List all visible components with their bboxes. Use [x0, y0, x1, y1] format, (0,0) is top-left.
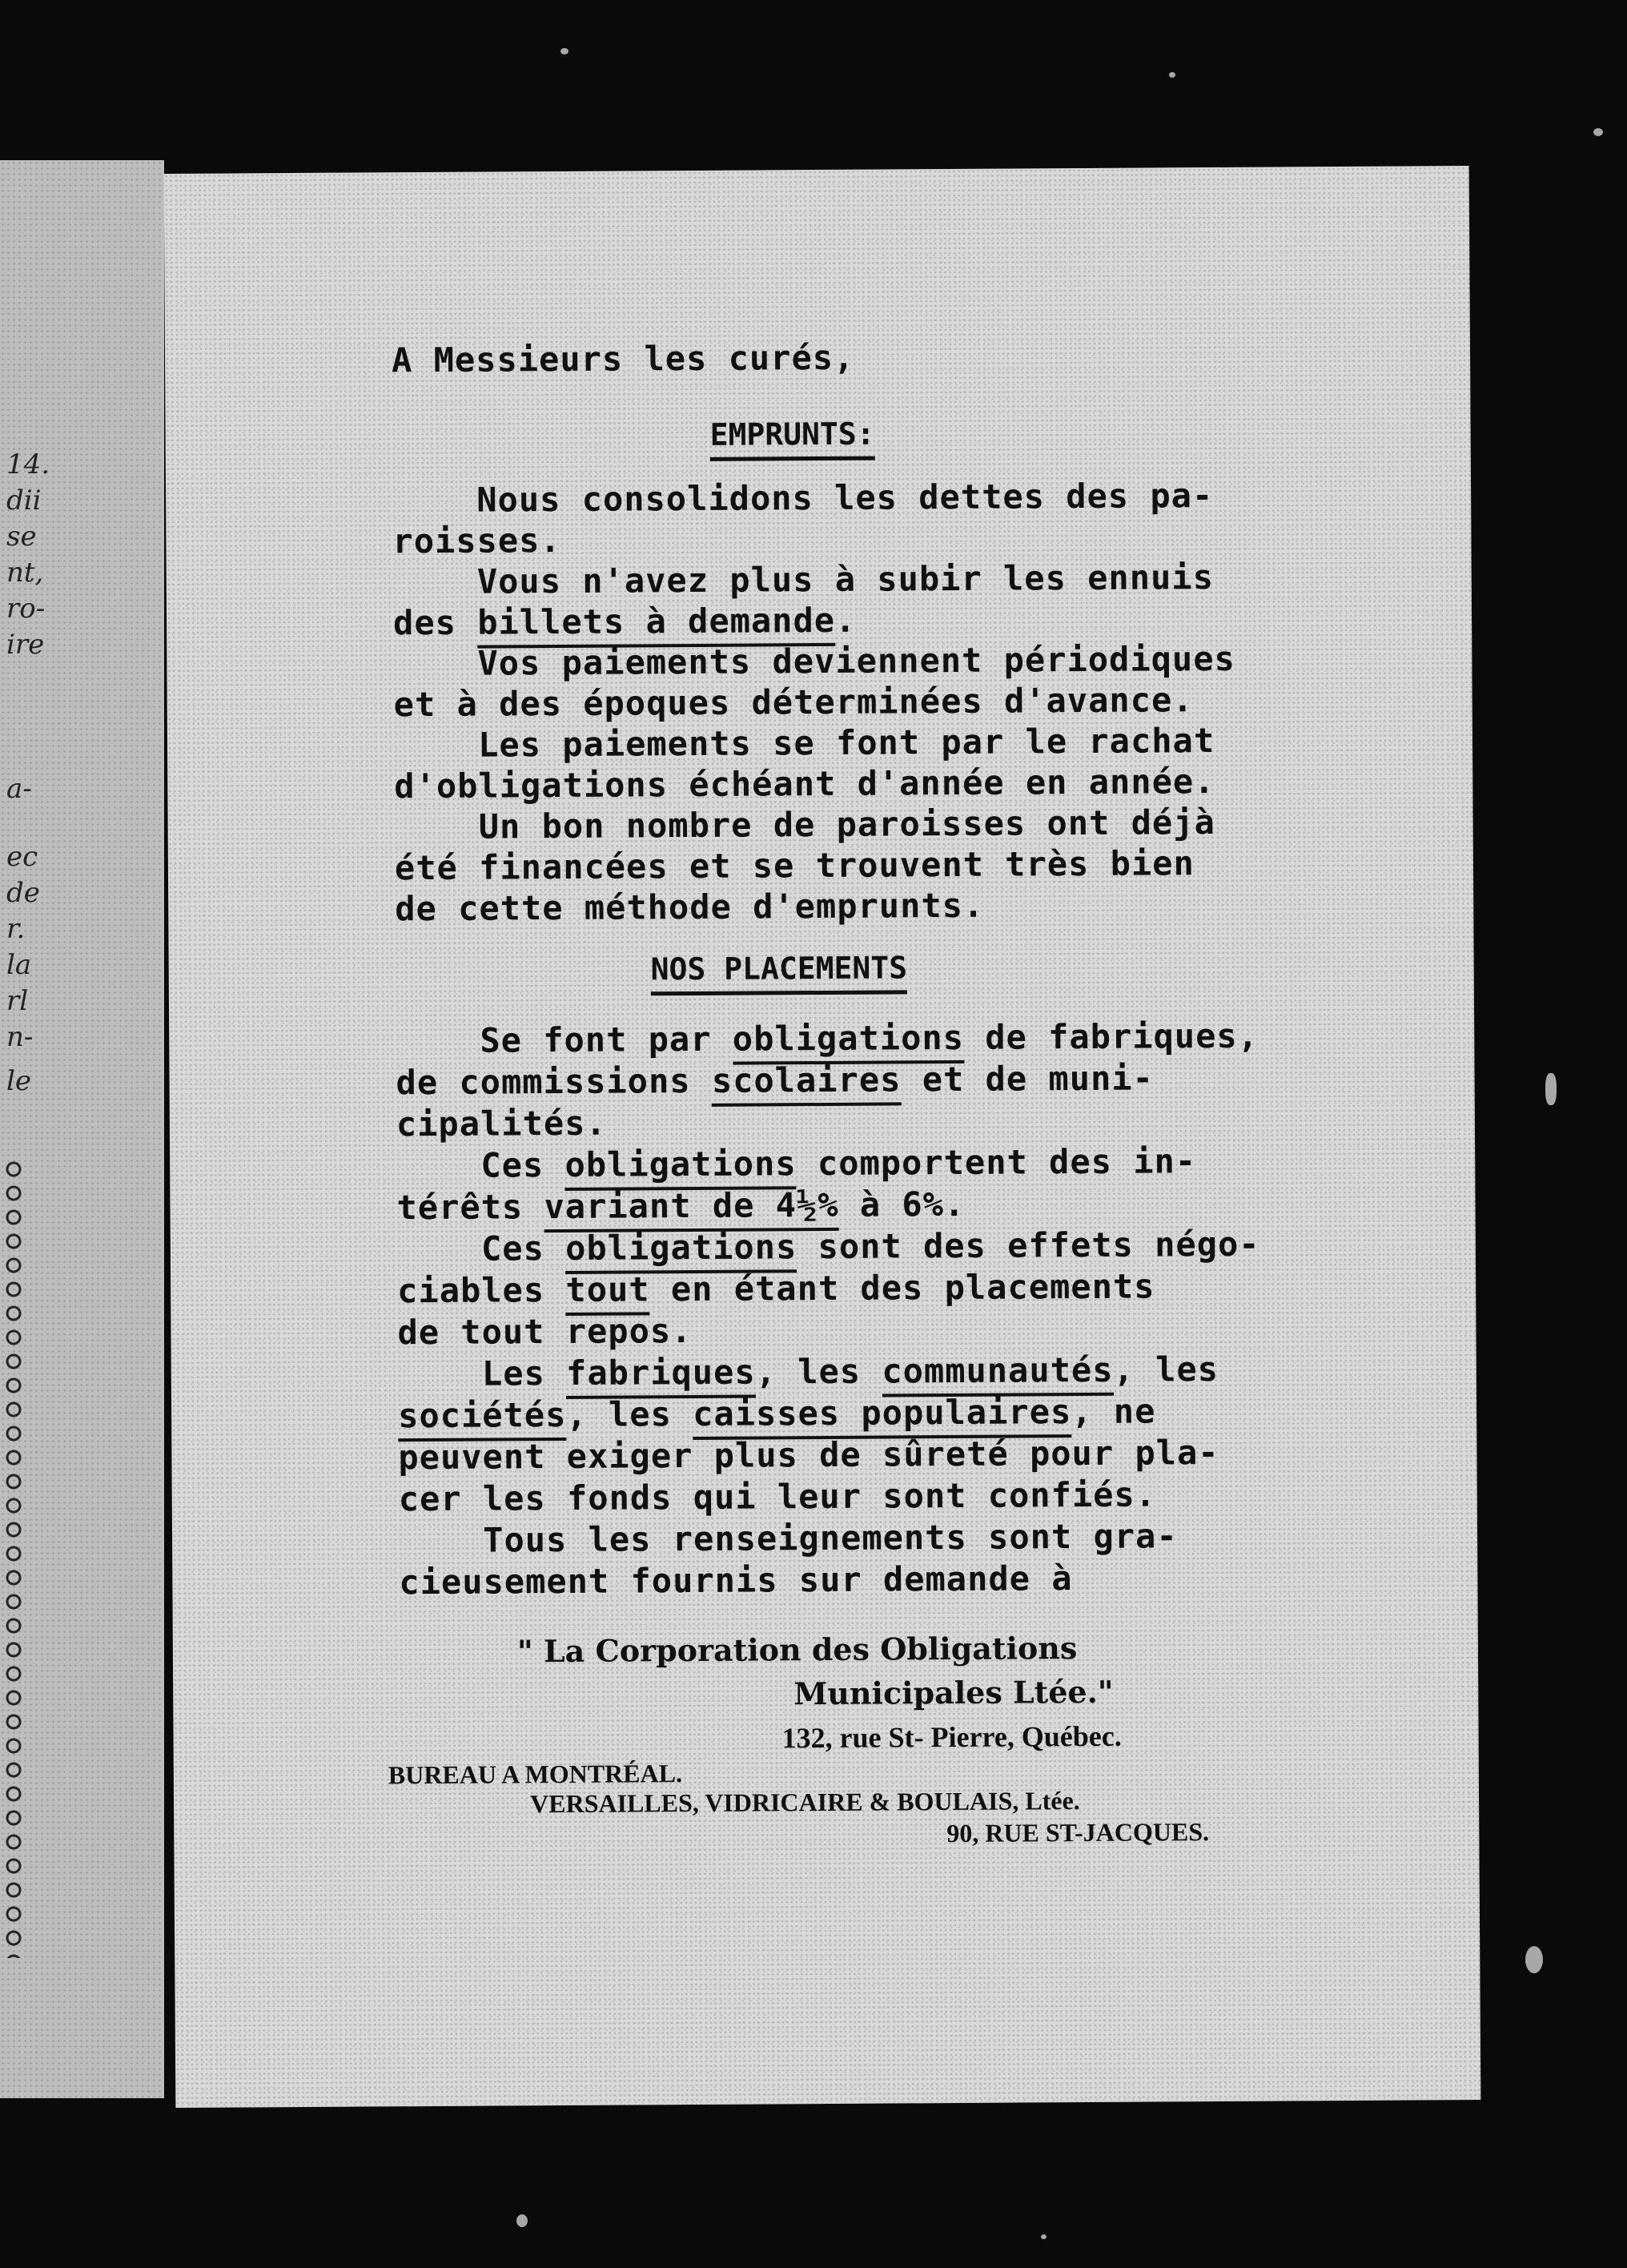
underlined-text: billets à demande — [477, 601, 835, 649]
bureau-label: BUREAU A MONTRÉAL. — [388, 1759, 683, 1790]
text-fragment: le — [6, 1065, 31, 1097]
body-line — [398, 1349, 1219, 1393]
body-line — [396, 1141, 1196, 1185]
body-line — [396, 1184, 965, 1227]
film-speck — [1525, 1946, 1543, 1973]
text-segment: , les — [566, 1393, 693, 1434]
body-line — [397, 1266, 1155, 1310]
document-page — [164, 166, 1481, 2108]
agent-name: VERSAILLES, VIDRICAIRE & BOULAIS, Ltée. — [529, 1786, 1080, 1819]
underlined-text: scolaires — [712, 1060, 902, 1106]
text-fragment: a- — [6, 773, 32, 805]
text-segment: été financées et se trouvent très bien — [394, 843, 1195, 888]
underlined-text: caisses populaires — [693, 1392, 1071, 1440]
text-fragment: 14. — [6, 448, 50, 481]
film-speck — [1169, 72, 1175, 78]
text-segment: cieusement fournis sur demande à — [399, 1558, 1073, 1602]
body-line — [393, 601, 857, 643]
underlined-text: variant de 4½% — [544, 1185, 838, 1233]
corporation-name-line2: Municipales Ltée." — [793, 1673, 1114, 1712]
body-line — [398, 1433, 1219, 1477]
body-line — [394, 680, 1194, 724]
body-line — [394, 802, 1215, 846]
text-segment: , ne — [1071, 1391, 1156, 1432]
text-fragment: la — [6, 949, 32, 981]
text-segment: Ces — [396, 1228, 566, 1269]
text-segment: Vos paiements deviennent périodiques — [393, 638, 1235, 684]
text-segment: de commissions — [396, 1060, 713, 1103]
text-segment: Un bon nombre de paroisses ont déjà — [394, 802, 1215, 847]
text-segment: en étant des placements — [649, 1266, 1155, 1309]
text-fragment: n- — [6, 1021, 34, 1053]
underlined-text: communautés — [882, 1350, 1113, 1397]
body-line — [399, 1558, 1072, 1602]
body-line — [394, 721, 1215, 765]
text-segment: Les paiements se font par le rachat — [393, 720, 1215, 766]
binding-spiral — [2, 1157, 26, 1958]
underlined-text: obligations — [733, 1018, 964, 1065]
text-segment: de cette méthode d'emprunts. — [395, 885, 985, 929]
text-segment: sont des effets négo- — [797, 1224, 1260, 1267]
text-segment: , les — [1113, 1349, 1219, 1389]
heading-emprunts: EMPRUNTS: — [710, 416, 875, 461]
film-speck — [516, 2214, 528, 2227]
body-line — [393, 639, 1235, 683]
text-segment: Les — [397, 1353, 567, 1394]
text-fragment: ro- — [6, 593, 46, 625]
text-segment: Ces — [396, 1144, 565, 1186]
text-segment: à 6%. — [838, 1184, 966, 1224]
text-segment: cipalités. — [396, 1103, 607, 1144]
text-segment: cer les fonds qui leur sont confiés. — [398, 1474, 1157, 1519]
body-line — [392, 476, 1213, 520]
body-line — [397, 1224, 1260, 1269]
text-fragment: ec — [6, 841, 38, 873]
text-segment: d'obligations échéant d'année en année. — [394, 761, 1215, 806]
underlined-text: obligations — [565, 1227, 797, 1274]
film-speck — [560, 48, 568, 54]
agent-address: 90, RUE ST-JACQUES. — [946, 1817, 1210, 1848]
body-line — [398, 1391, 1156, 1435]
text-segment: Vous n'avez plus à subir les ennuis — [392, 557, 1215, 602]
body-line — [399, 1516, 1178, 1560]
body-line — [396, 1058, 1154, 1102]
film-speck — [1545, 1073, 1557, 1105]
text-segment: et de muni- — [901, 1058, 1155, 1100]
heading-nos-placements: NOS PLACEMENTS — [651, 950, 908, 995]
film-speck — [1041, 2234, 1047, 2239]
body-line — [396, 1016, 1259, 1061]
underlined-text: fabriques — [566, 1353, 756, 1399]
text-segment: roisses. — [392, 520, 561, 561]
underlined-text: tout — [565, 1269, 650, 1316]
underlined-text: obligations — [564, 1144, 796, 1191]
text-segment: Se font par — [396, 1019, 733, 1061]
body-line — [399, 1474, 1157, 1518]
text-segment: de tout repos. — [397, 1310, 693, 1353]
body-line — [394, 762, 1215, 806]
text-fragment: se — [6, 521, 37, 553]
text-segment: et à des époques déterminées d'avance. — [393, 680, 1194, 725]
body-line — [393, 557, 1214, 601]
text-segment: Nous consolidons les dettes des pa- — [392, 476, 1214, 521]
text-segment: peuvent exiger plus de sûreté pour pla- — [398, 1432, 1219, 1478]
text-segment: térêts — [396, 1187, 544, 1228]
salutation: A Messieurs les curés, — [391, 337, 855, 380]
film-speck — [1593, 128, 1603, 136]
text-fragment: nt, — [6, 557, 44, 589]
text-fragment: rl — [6, 985, 29, 1017]
previous-page-strip — [0, 160, 164, 2098]
corporation-name-line1: " La Corporation des Obligations — [516, 1630, 1078, 1670]
text-segment: ciables — [397, 1269, 566, 1311]
text-fragment: ire — [6, 629, 45, 661]
body-line — [396, 1104, 607, 1144]
underlined-text: sociétés — [398, 1395, 567, 1442]
address-quebec: 132, rue St- Pierre, Québec. — [781, 1719, 1122, 1755]
text-segment: . — [834, 600, 857, 640]
body-line — [395, 843, 1195, 887]
body-line — [397, 1311, 692, 1352]
text-fragment: de — [6, 877, 40, 909]
text-fragment: r. — [6, 913, 26, 945]
text-segment: de fabriques, — [963, 1015, 1259, 1057]
text-fragment: dii — [6, 485, 42, 517]
text-segment: Tous les renseignements sont gra- — [398, 1516, 1178, 1561]
text-segment: , les — [755, 1351, 882, 1392]
text-segment: comportent des in- — [796, 1141, 1197, 1184]
body-line — [392, 521, 561, 561]
body-line — [395, 886, 984, 928]
text-segment: des — [392, 602, 478, 643]
